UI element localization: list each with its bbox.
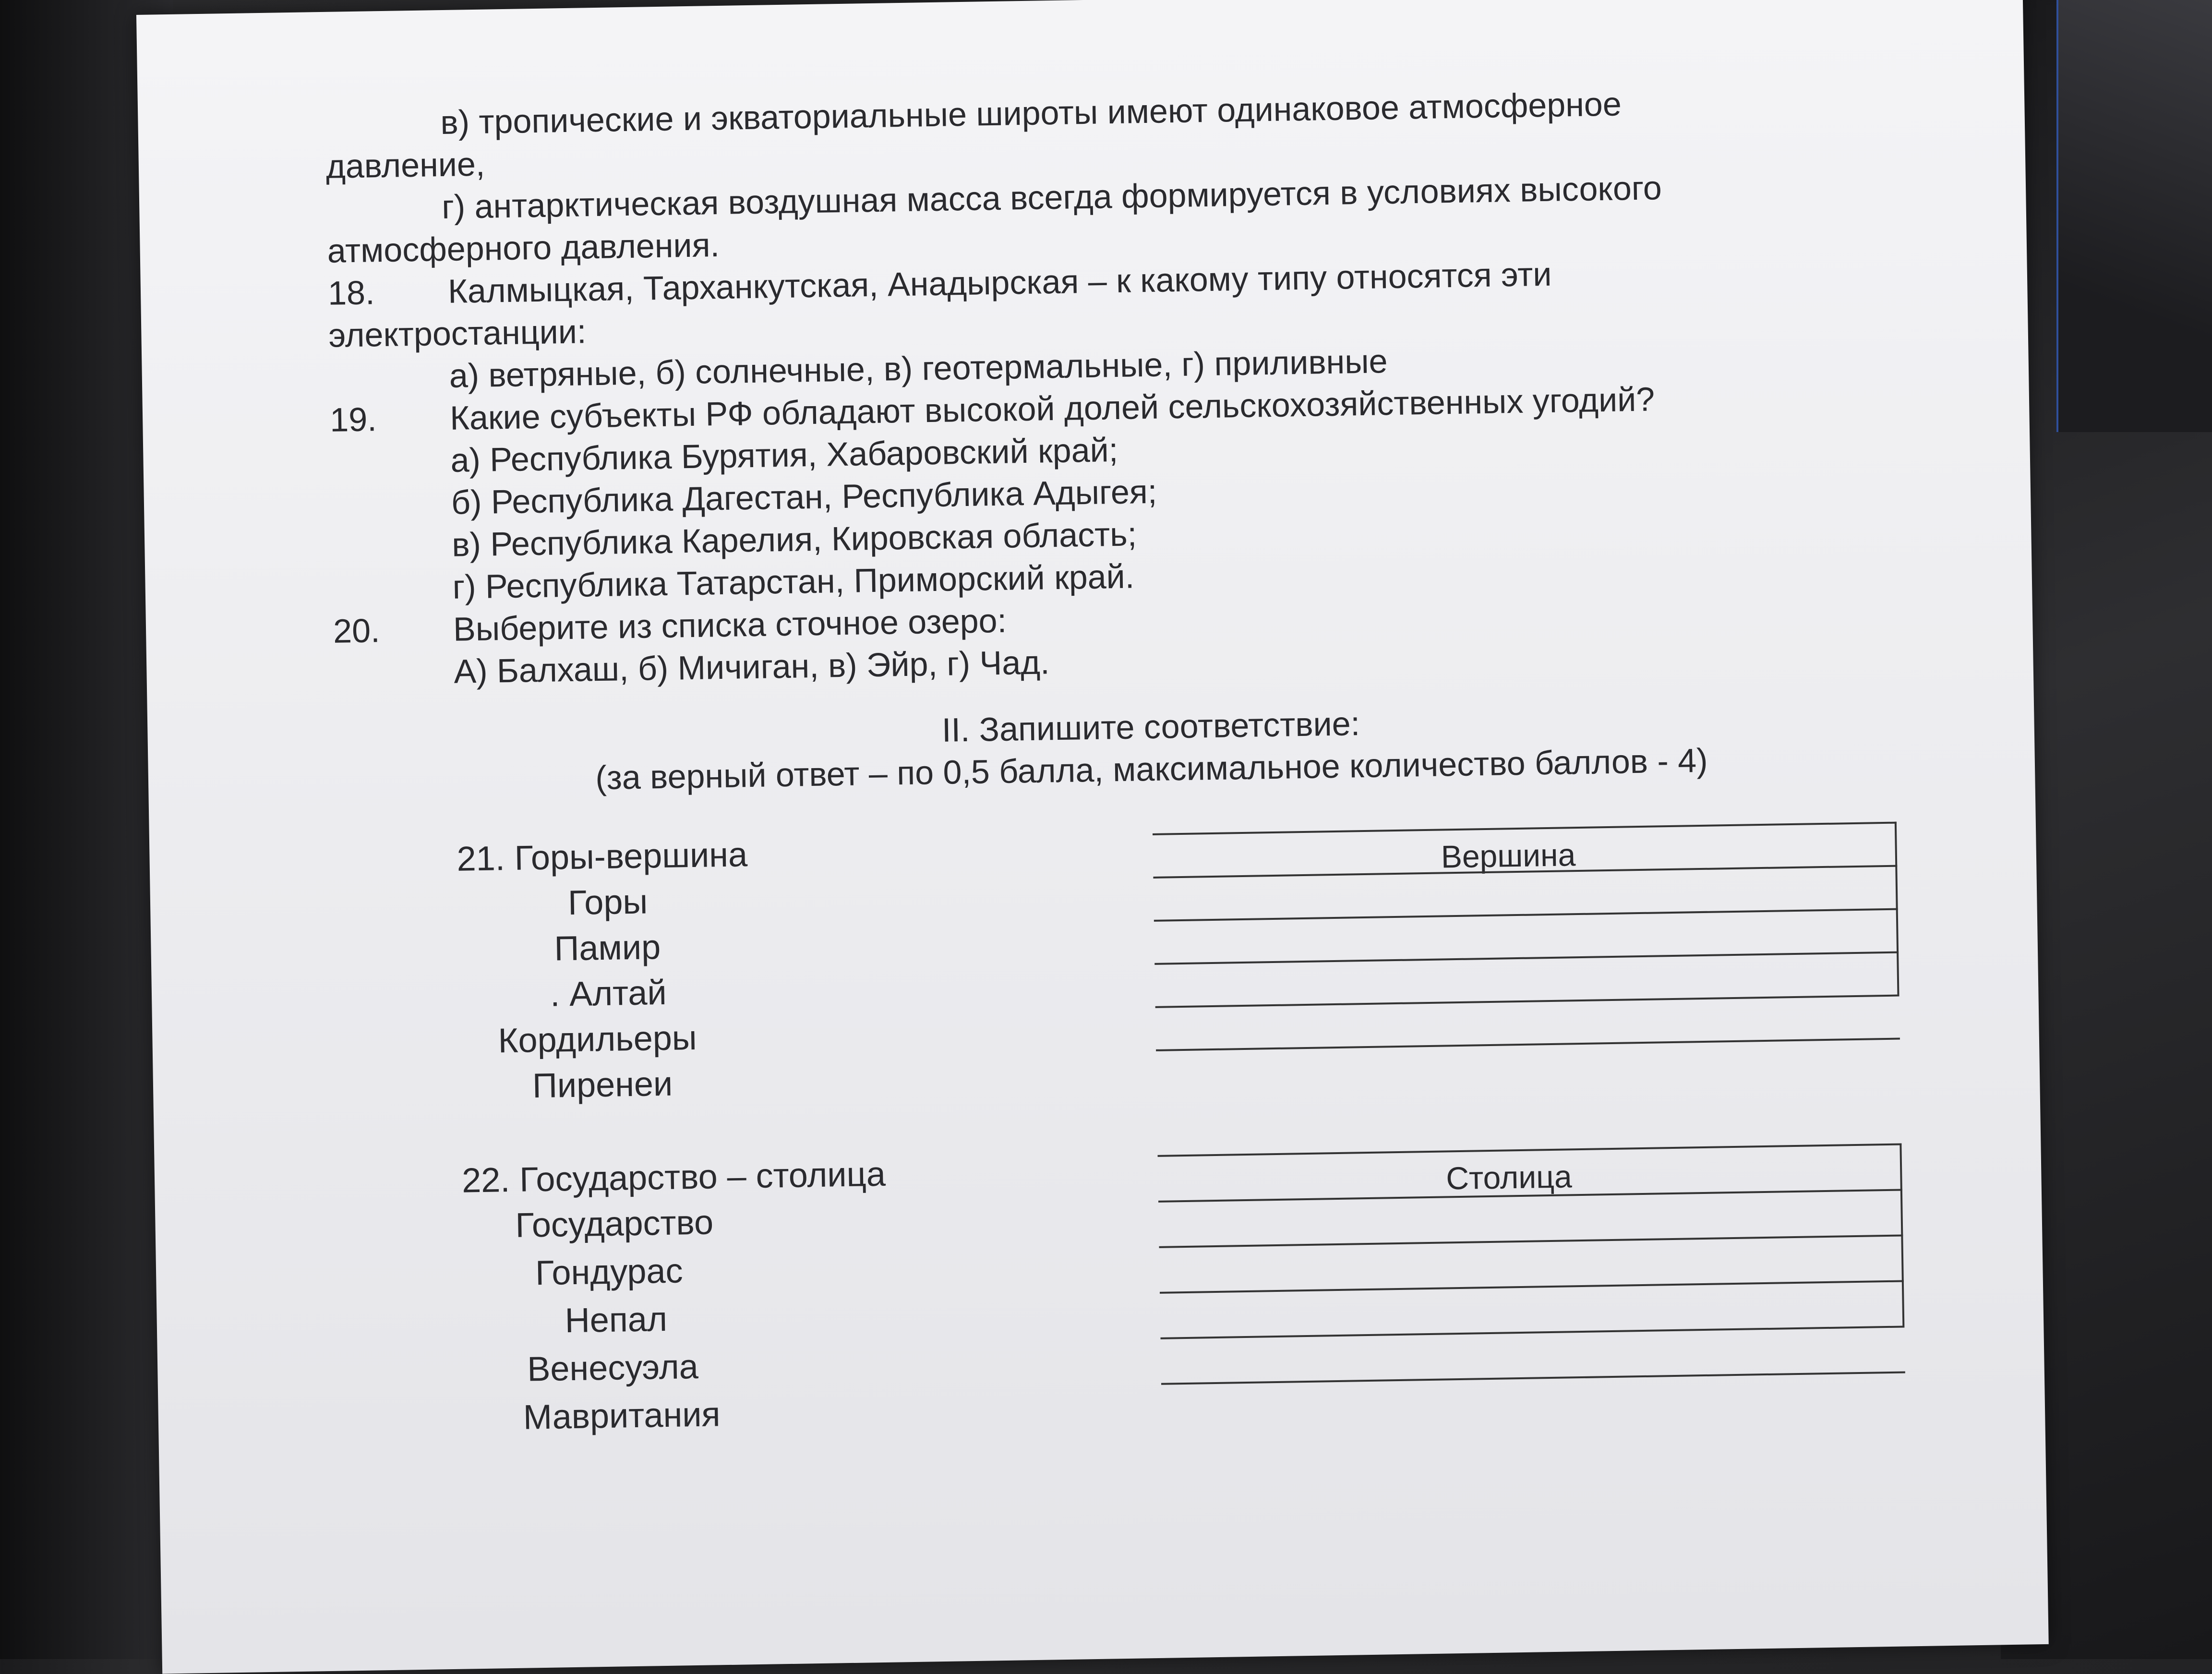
list-item: Пиренеи [532,1064,673,1106]
question-options: А) Балхаш, б) Мичиган, в) Эйр, г) Чад. [453,643,1050,690]
table-line [1160,1280,1904,1293]
table-line [1156,1038,1900,1051]
option-b: б) Республика Дагестан, Республика Адыгея; [451,472,1157,521]
question-title: 21. Горы-вершина [457,835,748,879]
question-21 [337,816,1973,1148]
table-line [1153,822,1897,835]
table-header: Столица [1445,1158,1573,1196]
list-item: Венесуэла [527,1347,699,1389]
text-line: в) тропические и экваториальные широты имеют одинаковое атмосферное [440,85,1622,142]
list-item: . Алтай [550,973,667,1014]
option-a: а) Республика Бурятия, Хабаровский край; [450,431,1118,479]
question-text: Какие субъекты РФ обладают высокой долей сельскохозяйственных угодий? [449,380,1655,437]
option-c: в) Республика Карелия, Кировская область; [451,515,1137,564]
list-item: Гондурас [535,1252,684,1293]
answer-table [1158,1144,1905,1366]
table-line [1154,951,1899,965]
option-d: г) Республика Татарстан, Приморский край. [452,557,1135,606]
table-line [1159,1234,1903,1248]
list-item: Кордильеры [497,1018,697,1060]
section-title: II. Запишите соответствие: [941,705,1360,749]
question-22 [342,1137,1979,1470]
table-line [1155,995,1899,1008]
keyboard-corner [2056,0,2212,432]
table-line [1154,908,1898,922]
list-item: Горы [567,882,648,923]
list-item: Непал [565,1300,668,1340]
table-line [1160,1325,1904,1339]
table-header: Вершина [1441,837,1576,875]
table-line [1158,1144,1902,1157]
table-line [1161,1371,1905,1385]
question-number: 18. [327,274,375,312]
list-item: Памир [553,928,661,968]
question-number: 20. [333,612,381,650]
list-item: Государство [515,1203,714,1245]
text-line: г) антарктическая воздушная масса всегда формируется в условиях высокого [441,169,1662,226]
worksheet-paper [136,0,2049,1674]
question-text: Выберите из списка сточное озеро: [453,602,1007,648]
question-number: 19. [329,400,377,439]
text-line: давление, [325,145,485,185]
question-text: Калмыцкая, Тарханкутская, Анадырская – к какому типу относятся эти [447,255,1552,310]
question-text-cont: электростанции: [328,313,587,354]
worksheet-content [325,77,1978,1470]
question-title: 22. Государство – столица [461,1155,886,1200]
answer-table [1153,822,1900,1045]
text-line: атмосферного давления. [327,226,720,270]
question-options: а) ветряные, б) солнечные, в) геотермальные, г) приливные [449,342,1388,395]
list-item: Мавритания [523,1395,721,1437]
section-subtitle: (за верный ответ – по 0,5 балла, максимальное количество баллов - 4) [595,741,1708,797]
